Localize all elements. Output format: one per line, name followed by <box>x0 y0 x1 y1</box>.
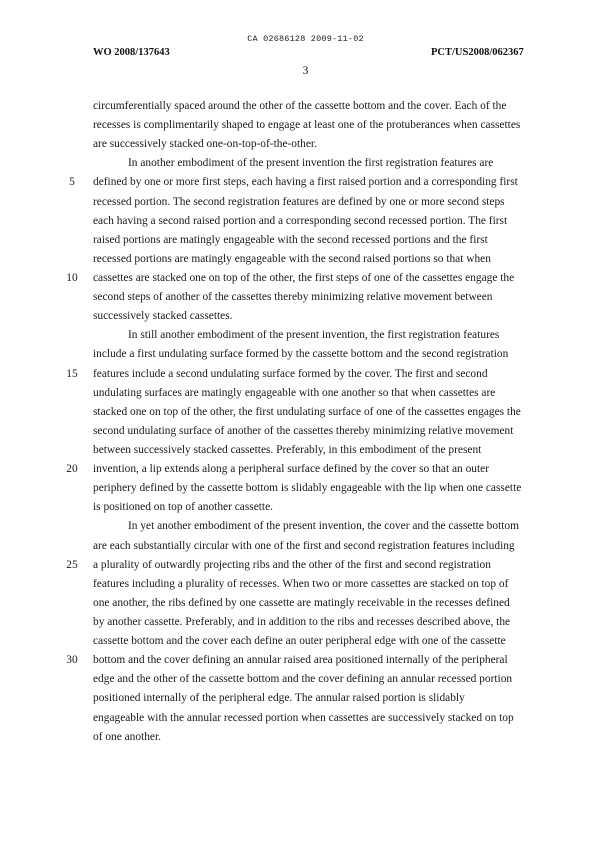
line-text: second undulating surface of another of the cassettes thereby minimizing relative movement <box>93 424 514 437</box>
text-line <box>0 709 611 728</box>
line-text: by another cassette. Preferably, and in addition to the ribs and recesses described above, the <box>93 615 511 628</box>
text-line <box>0 116 611 135</box>
line-text: each having a second raised portion and a corresponding second recessed portion. The first <box>93 214 508 227</box>
text-line <box>0 575 611 594</box>
text-line <box>0 689 611 708</box>
text-line <box>0 670 611 689</box>
line-text: features including a plurality of recesses. When two or more cassettes are stacked on top of <box>93 577 509 590</box>
text-line <box>0 441 611 460</box>
line-text: features include a second undulating surface formed by the cover. The first and second <box>93 367 488 380</box>
line-text: bottom and the cover defining an annular raised area positioned internally of the peripheral <box>93 654 508 667</box>
line-text: invention, a lip extends along a peripheral surface defined by the cover so that an outer <box>93 463 489 476</box>
line-text: is positioned on top of another cassette. <box>93 501 273 514</box>
filing-stamp: CA 02686128 2009-11-02 <box>247 34 364 44</box>
line-text: include a first undulating surface formed by the cassette bottom and the second registration <box>93 348 509 361</box>
line-number: 5 <box>69 176 75 189</box>
text-line <box>0 231 611 250</box>
line-text: of one another. <box>93 730 162 743</box>
line-text: recessed portions are matingly engageable with the second raised portions so that when <box>93 252 491 265</box>
text-line <box>0 250 611 269</box>
text-line <box>0 173 611 192</box>
text-line <box>0 632 611 651</box>
page-number: 3 <box>302 65 309 77</box>
line-text: recesses is complimentarily shaped to engage at least one of the protuberances when cassettes <box>93 119 521 132</box>
text-line <box>0 326 611 345</box>
text-line <box>0 345 611 364</box>
text-line <box>0 594 611 613</box>
text-line <box>0 537 611 556</box>
line-text: In yet another embodiment of the present invention, the cover and the cassette bottom <box>128 520 519 533</box>
line-text: are successively stacked one-on-top-of-the-other. <box>93 138 317 151</box>
line-text: recessed portion. The second registration features are defined by one or more second steps <box>93 195 505 208</box>
text-line <box>0 307 611 326</box>
line-text: a plurality of outwardly projecting ribs and the other of the first and second registration <box>93 558 491 571</box>
text-line <box>0 193 611 212</box>
text-line <box>0 97 611 116</box>
text-line <box>0 422 611 441</box>
text-line <box>0 135 611 154</box>
text-line <box>0 403 611 422</box>
line-text: positioned internally of the peripheral edge. The annular raised portion is slidably <box>93 692 465 705</box>
text-line <box>0 154 611 173</box>
line-number: 10 <box>66 271 78 284</box>
line-text: second steps of another of the cassettes thereby minimizing relative movement between <box>93 291 493 304</box>
text-line <box>0 212 611 231</box>
text-line <box>0 613 611 632</box>
text-line <box>0 479 611 498</box>
text-line <box>0 288 611 307</box>
line-number: 25 <box>66 558 78 571</box>
text-line <box>0 517 611 536</box>
line-number: 30 <box>66 654 78 667</box>
line-text: edge and the other of the cassette bottom and the cover defining an annular recessed portion <box>93 673 513 686</box>
text-line <box>0 365 611 384</box>
publication-number: WO 2008/137643 <box>93 47 170 58</box>
line-text: undulating surfaces are matingly engageable with one another so that when cassettes are <box>93 386 496 399</box>
line-text: between successively stacked cassettes. Preferably, in this embodiment of the present <box>93 443 482 456</box>
line-text: one another, the ribs defined by one cassette are matingly receivable in the recesses defined <box>93 596 510 609</box>
text-line <box>0 460 611 479</box>
line-text: stacked one on top of the other, the first undulating surface of one of the cassettes engages the <box>93 405 521 418</box>
line-text: cassettes are stacked one on top of the other, the first steps of one of the cassettes engage the <box>93 271 515 284</box>
line-text: periphery defined by the cassette bottom is slidably engageable with the lip when one cassette <box>93 482 522 495</box>
line-number: 20 <box>66 463 78 476</box>
text-line <box>0 498 611 517</box>
line-text: In still another embodiment of the present invention, the first registration features <box>128 329 500 342</box>
line-text: are each substantially circular with one of the first and second registration features including <box>93 539 515 552</box>
text-line <box>0 728 611 747</box>
line-number: 15 <box>66 367 78 380</box>
line-text: raised portions are matingly engageable with the second recessed portions and the first <box>93 233 488 246</box>
text-line <box>0 651 611 670</box>
line-text: cassette bottom and the cover each define an outer peripheral edge with one of the cassette <box>93 635 506 648</box>
line-text: successively stacked cassettes. <box>93 310 233 323</box>
line-text: engageable with the annular recessed portion when cassettes are successively stacked on top <box>93 711 514 724</box>
text-line <box>0 269 611 288</box>
line-text: In another embodiment of the present invention the first registration features are <box>128 157 494 170</box>
application-number: PCT/US2008/062367 <box>431 47 524 58</box>
text-line <box>0 384 611 403</box>
line-text: circumferentially spaced around the other of the cassette bottom and the cover. Each of the <box>93 100 507 112</box>
body-text <box>0 97 611 747</box>
text-line <box>0 556 611 575</box>
line-text: defined by one or more first steps, each having a first raised portion and a corresponding first <box>93 176 518 189</box>
